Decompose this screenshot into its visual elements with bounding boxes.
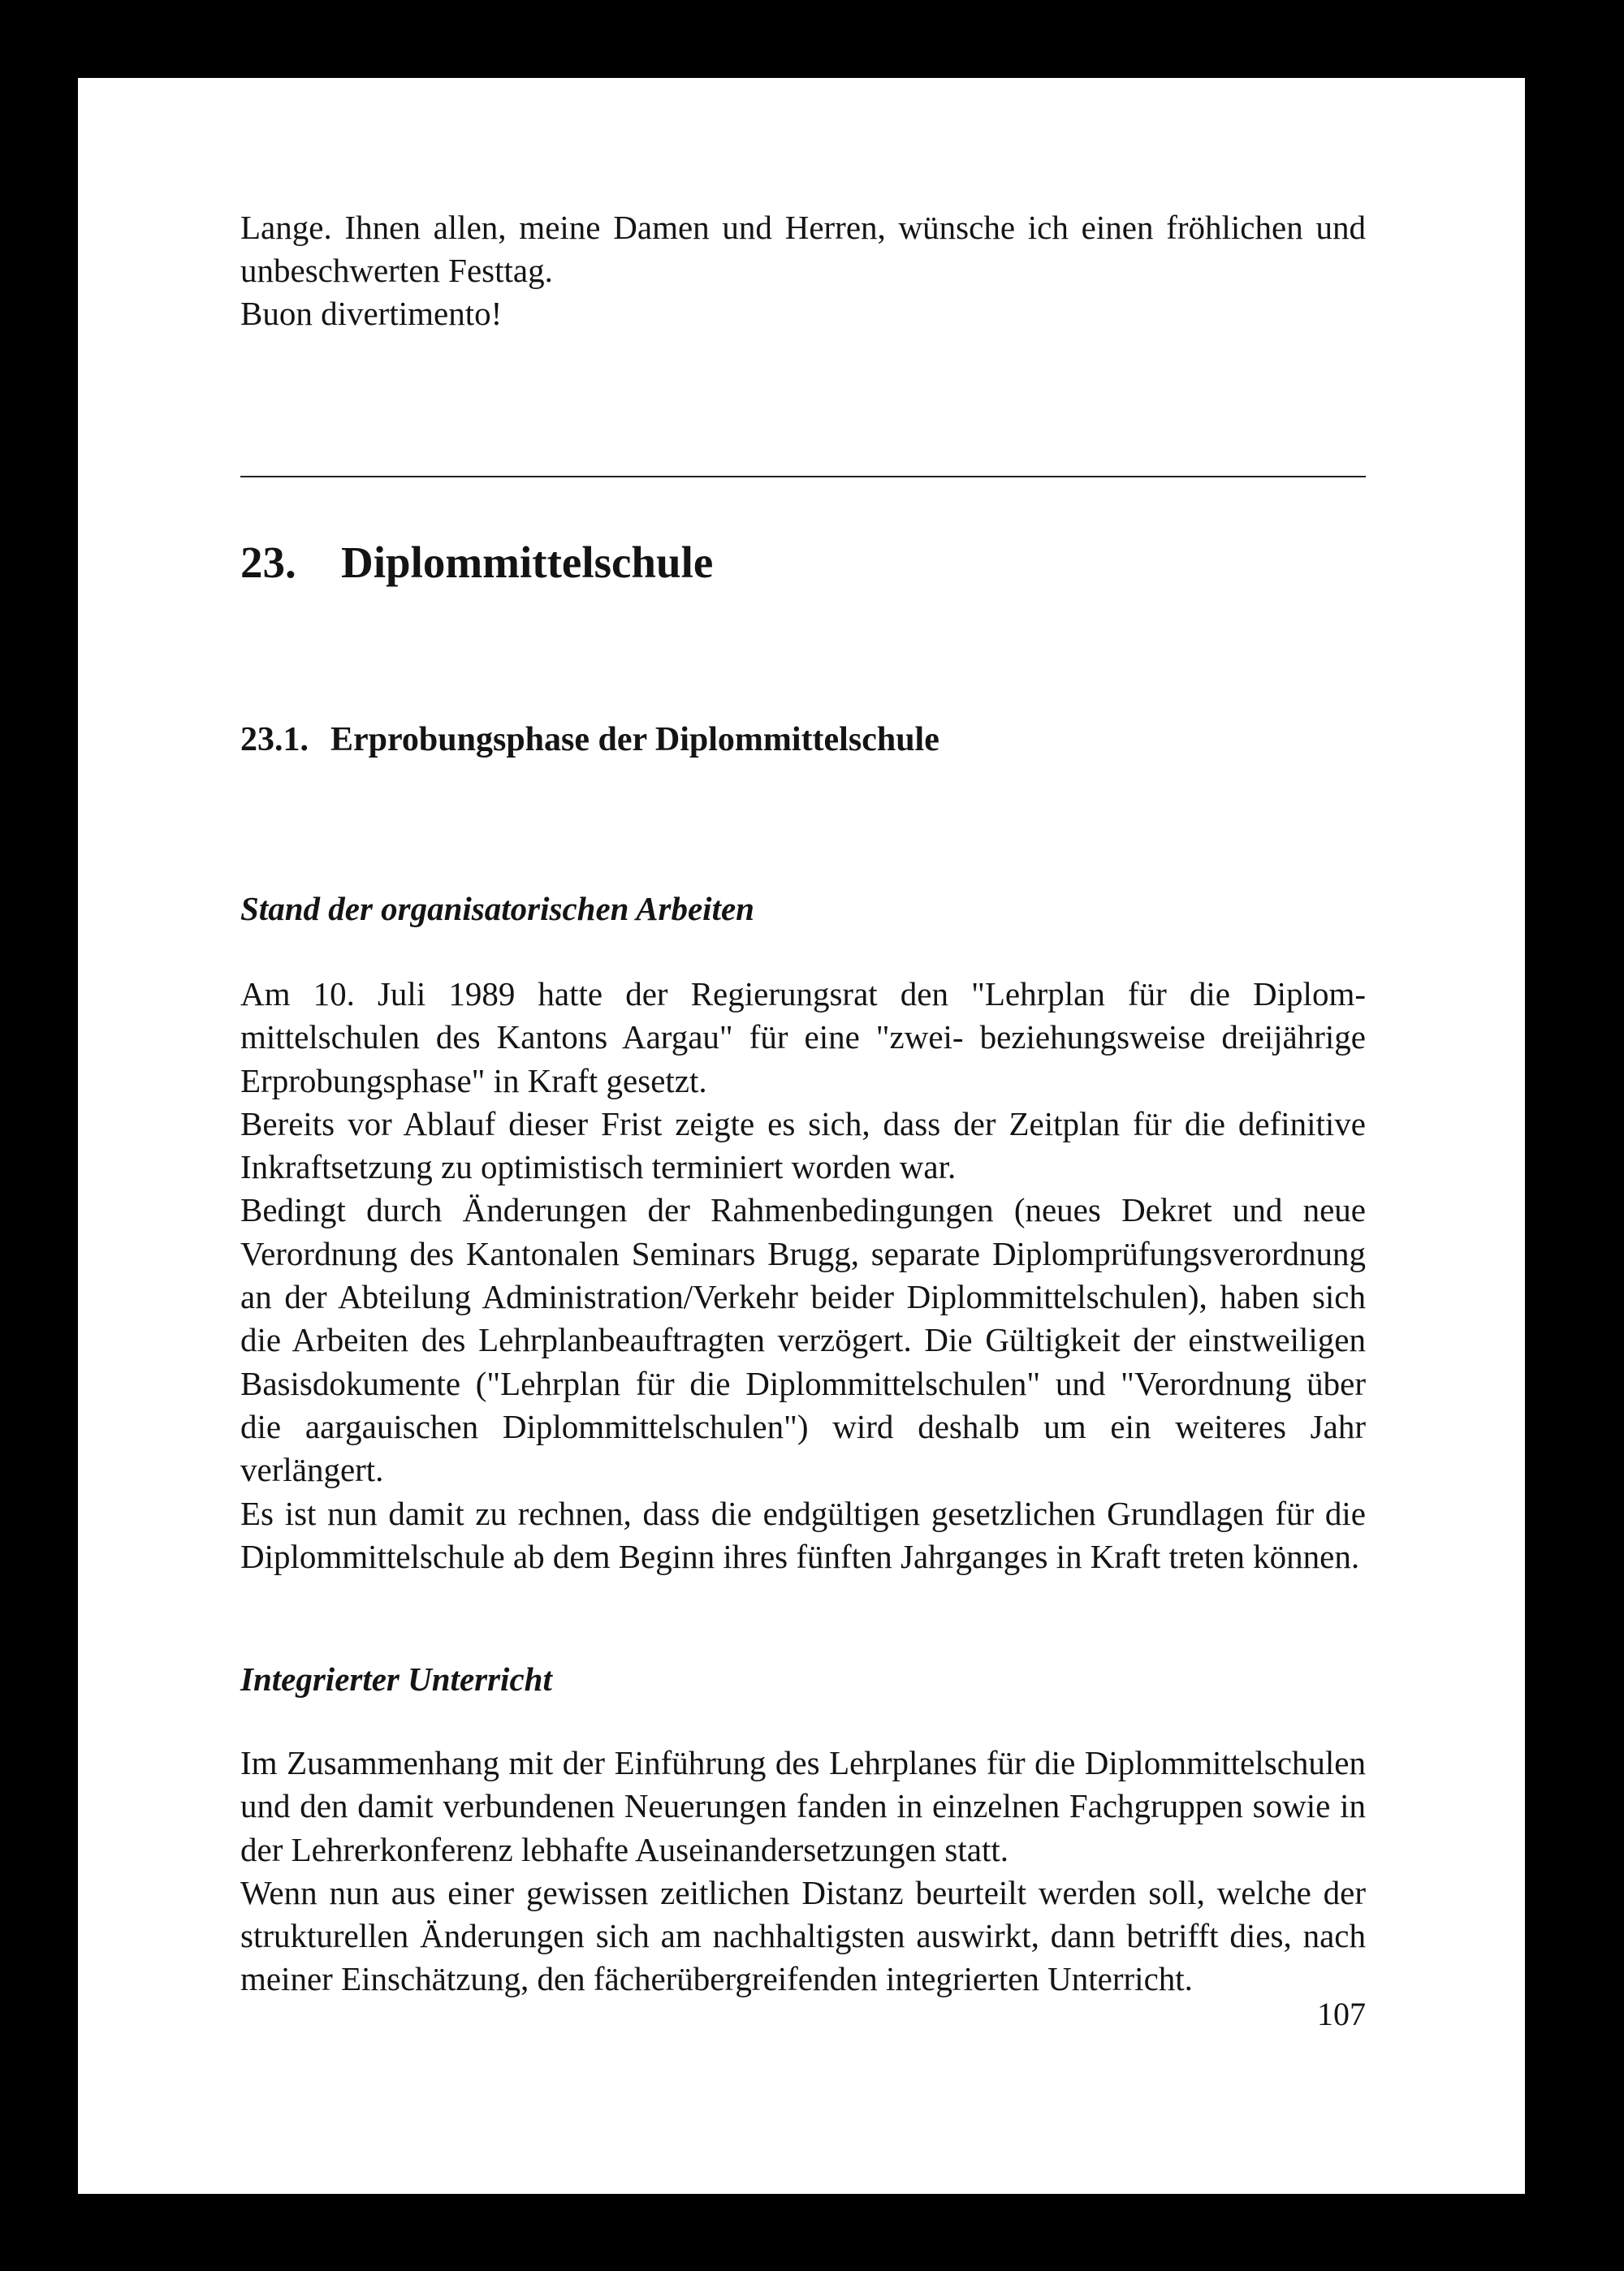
body-paragraph: Wenn nun aus einer gewissen zeitlichen Distanz beurteilt werden soll, welche der strukturellen Änderungen sich am nachhaltigsten auswirkt, dann betrifft dies, nach meiner Einschätzung, den fächerübergreifenden integrierten Unterricht. (240, 1873, 1366, 1998)
subsection-heading-organisation: Stand der organisatorischen Arbeiten (240, 890, 754, 927)
section-divider (240, 476, 1366, 477)
section-title: Erprobungsphase der Diplommittelschule (330, 721, 939, 758)
chapter-heading (240, 534, 713, 591)
subsection-heading-integrated-teaching: Integrierter Unterricht (240, 1660, 552, 1698)
intro-paragraph: Lange. Ihnen allen, meine Damen und Herren, wünsche ich einen fröhlichen und unbeschwerten Festtag. (240, 209, 1366, 290)
section-number: 23.1. (240, 721, 309, 758)
section-heading (240, 718, 939, 762)
body-paragraph: Bedingt durch Änderungen der Rahmenbedingungen (neues Dekret und neue Verordnung des Kantonalen Seminars Brugg, separate Diplomprüfungsverordnung an der Abteilung Administration/Verkehr beider Diplommittelschulen), haben sich die Arbeiten des Lehrplanbeauftragten verzögert. Die Gültigkeit der einstweiligen Basisdokumente ("Lehrplan für die Diplommittelschulen" und "Verordnung über die aargauischen Diplommittelschulen") wird deshalb um ein weiteres Jahr verlängert. (240, 1191, 1366, 1489)
chapter-title: Diplommittelschule (341, 538, 714, 587)
intro-block (240, 206, 1366, 336)
subsection-body-organisation (240, 973, 1366, 1578)
body-paragraph: Es ist nun damit zu rechnen, dass die endgültigen gesetzlichen Grundlagen für die Diplommittelschule ab dem Beginn ihres fünften Jahrganges in Kraft treten können. (240, 1494, 1366, 1575)
document-page (78, 78, 1525, 2194)
body-paragraph: Am 10. Juli 1989 hatte der Regierungsrat den "Lehrplan für die Diplommittelschulen des Kantons Aargau" für eine "zwei- beziehungsweise dreijährige Erprobungsphase" in Kraft gesetzt. (240, 975, 1366, 1099)
subsection-body-integrated-teaching (240, 1742, 1366, 2001)
body-paragraph: Bereits vor Ablauf dieser Frist zeigte es sich, dass der Zeitplan für die definitive Inkraftsetzung zu optimistisch terminiert worden war. (240, 1104, 1366, 1186)
page-number: 107 (1317, 1996, 1366, 2032)
intro-closing-line: Buon divertimento! (240, 295, 503, 333)
body-paragraph: Im Zusammenhang mit der Einführung des Lehrplanes für die Diplommittelschulen und den damit verbundenen Neuerungen fanden in einzelnen Fachgruppen sowie in der Lehrerkonferenz lebhafte Auseinandersetzungen statt. (240, 1744, 1366, 1868)
chapter-number: 23. (240, 538, 296, 587)
